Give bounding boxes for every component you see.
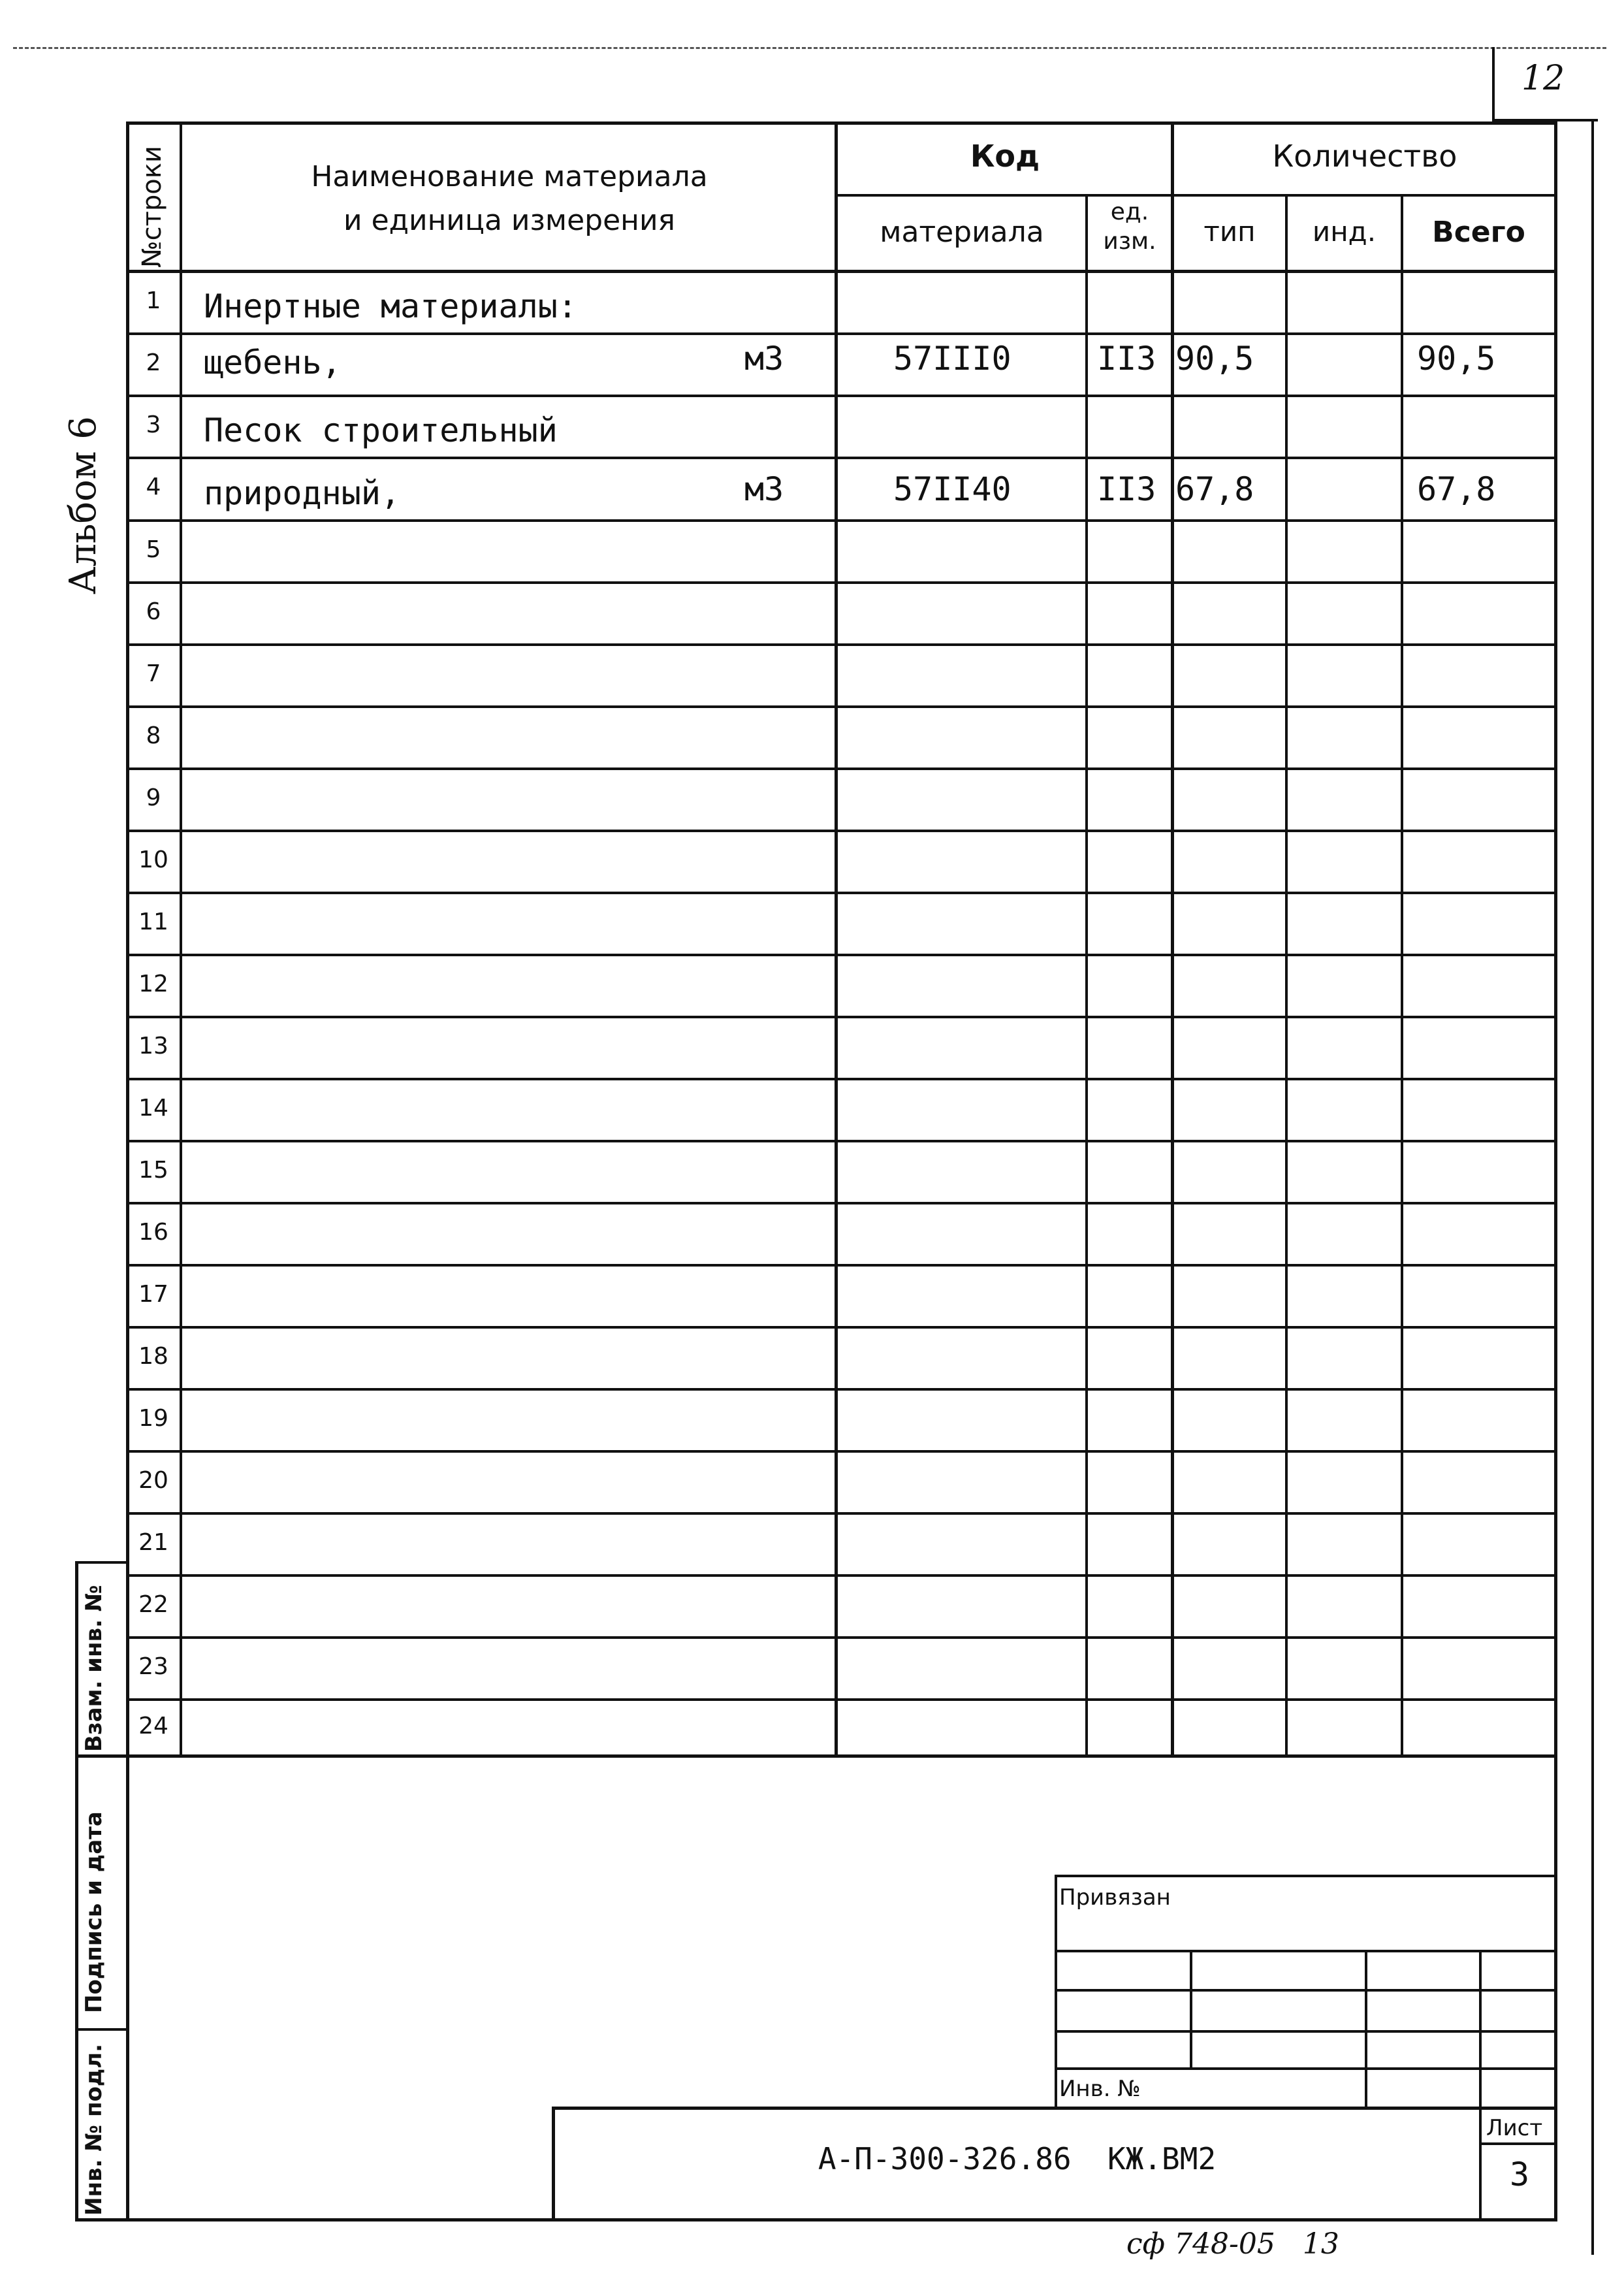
- type-quantity: 67,8: [1175, 470, 1254, 508]
- row-number: 11: [138, 909, 168, 935]
- type-header: тип: [1203, 216, 1256, 248]
- inv-original-label: Инв. № подл.: [81, 2043, 107, 2216]
- sign-date-label: Подпись и дата: [81, 1811, 107, 2013]
- row-number: 19: [138, 1405, 168, 1432]
- row-number: 2: [146, 349, 161, 376]
- sheet-label: Лист: [1486, 2115, 1543, 2141]
- row-number: 21: [138, 1529, 168, 1556]
- linked-label: Привязан: [1059, 1884, 1171, 1911]
- row-number: 10: [138, 847, 168, 873]
- row-number: 12: [138, 971, 168, 997]
- replace-inv-label: Взам. инв. №: [81, 1585, 107, 1752]
- material-name: природный,: [204, 474, 401, 512]
- inv-no-label: Инв. №: [1059, 2076, 1141, 2102]
- total-quantity: 67,8: [1417, 470, 1496, 508]
- ind-header: инд.: [1312, 216, 1377, 248]
- total-quantity: 90,5: [1417, 340, 1496, 378]
- unit-code: II3: [1097, 340, 1156, 378]
- sheet-number: 3: [1509, 2156, 1530, 2193]
- album-label: Альбом 6: [62, 416, 104, 594]
- row-number: 23: [138, 1653, 168, 1680]
- material-name: Песок строительный: [204, 412, 558, 449]
- right-edge-line: [1591, 119, 1594, 2255]
- material-name: Инертные материалы:: [204, 287, 577, 325]
- row-number: 7: [146, 660, 161, 687]
- document-designation: А-П-300-326.86 КЖ.ВМ2: [818, 2141, 1217, 2176]
- top-border-line: [13, 47, 1606, 49]
- row-number: 22: [138, 1591, 168, 1618]
- row-number: 24: [138, 1713, 168, 1739]
- row-number: 9: [146, 784, 161, 811]
- row-number: 17: [138, 1281, 168, 1308]
- row-number: 18: [138, 1343, 168, 1370]
- material-unit: м3: [744, 470, 784, 508]
- row-number: 20: [138, 1467, 168, 1494]
- quantity-header: Количество: [1272, 138, 1457, 174]
- code-header: Код: [970, 138, 1040, 174]
- type-quantity: 90,5: [1175, 340, 1254, 378]
- row-number: 16: [138, 1219, 168, 1246]
- material-code: 57III0: [893, 340, 1011, 378]
- unit-code: II3: [1097, 470, 1156, 508]
- row-number: 5: [146, 536, 161, 563]
- row-number: 3: [146, 412, 161, 438]
- unit-header-line1: ед.: [1110, 199, 1149, 225]
- footer-note: сф 748-05 13: [1126, 2227, 1339, 2261]
- page-number: 12: [1521, 59, 1565, 98]
- row-number-header: №строки: [137, 146, 167, 268]
- row-number: 14: [138, 1095, 168, 1122]
- total-header: Всего: [1432, 216, 1525, 249]
- row-number: 13: [138, 1033, 168, 1059]
- unit-header-line2: изм.: [1103, 228, 1156, 255]
- material-unit: м3: [744, 340, 784, 378]
- name-header-line1: Наименование материала: [311, 160, 708, 193]
- material-name: щебень,: [204, 344, 342, 381]
- name-header-line2: и единица измерения: [343, 204, 676, 237]
- row-number: 4: [146, 474, 161, 500]
- row-number: 1: [146, 287, 161, 314]
- material-code: 57II40: [893, 470, 1011, 508]
- row-number: 15: [138, 1157, 168, 1184]
- row-number: 8: [146, 722, 161, 749]
- material-code-header: материала: [880, 216, 1044, 249]
- row-number: 6: [146, 598, 161, 625]
